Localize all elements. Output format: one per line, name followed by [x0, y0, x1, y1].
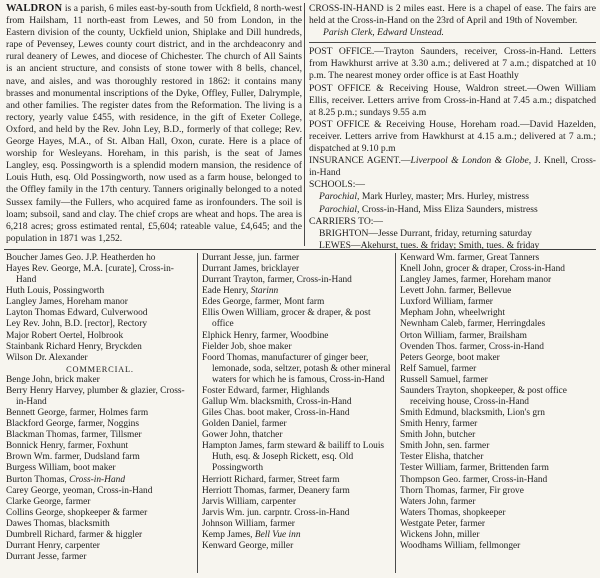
section-heading: COMMERCIAL.	[66, 364, 134, 374]
directory-entry: Carey George, yeoman, Cross-in-Hand	[6, 485, 153, 496]
directory-entry: Smith Edmund, blacksmith, Lion's grn	[400, 408, 545, 419]
column-divider	[304, 3, 305, 246]
directory-entry: Durrant Jesse, jun. farmer	[202, 253, 300, 263]
directory-entry: Thompson Geo. farmer, Cross-in-Hand	[400, 474, 548, 485]
directory-entry: Durrant Jesse, farmer	[6, 552, 87, 563]
directory-column-3	[400, 253, 596, 552]
directory-entry: Woodhams William, fellmonger	[400, 541, 521, 552]
directory-entry: Relf Samuel, farmer	[400, 363, 477, 374]
directory-entry: Langley James, Horeham manor	[6, 297, 128, 308]
parish-clerk: Parish Clerk, Edward Unstead.	[323, 27, 444, 39]
directory-column-2	[202, 253, 392, 552]
parish-description-text: is a parish, 6 miles east-by-south from Uckfield, 8 north-west from Hailsham, 11 north-east from Lewes, and 50 from London, in the Eastern division of the county, Uckfield union, Shiplake and Dill hundreds, rape of Pevensey, Lewes county court district, and in the archdeaconry and rural deanery of Lewes, and diocese of Chichester. The church of All Saints is an ancient structure, and consists of stone tower with 8 bells, chancel, nave, and aisles, and was thoroughly restored in 1862: it contains many brasses and monumental inscriptions of the Dyke, Offley, Fuller, Dalrymple, and other families. The register dates from the Reformation. The living is a rectory, yearly value £455, with residence, in the gift of Exeter College, Oxford, and held by the Rev. John Ley, B.D., formerly of that college; Rev. George Hayes, M.A., of St. Alban Hall, Oxon, curate. Here is a place of worship for Wesleyans. Horeham, in this parish, is the seat of James Langley, esq. Possingworth is a splendid modern mansion, the residence of Louis Huth, esq. Old Possingworth, now used as a farm house, belonged to the Offley family in the 17th century. Tanners originally belonged to a noted Sussex family—the Fullers, who acquired fame as ironfounders. The soil is loam; subsoil, sand and clay. The chief crops are wheat and hops. The area is 6,218 acres; gross estimated rental, £5,604; rateable value, £4,645; and the population in 1871 was 1,252.	[6, 3, 303, 244]
directory-entry: Elphick Henry, farmer, Woodbine	[202, 330, 329, 341]
directory-entry: Herriott Thomas, farmer, Deanery farm	[202, 485, 350, 496]
directory-entry: Giles Chas. boot maker, Cross-in-Hand	[202, 408, 350, 419]
directory-entry: Luxford William, farmer	[400, 297, 493, 308]
post-office-waldron-street: POST OFFICE & Receiving House, Waldron street.—Owen William Ellis, receiver. Letters arrive from Cross-in-Hand at 7.45 a.m.; dispatched at 8.25 p.m.; sundays 9.55 a.m	[309, 82, 596, 118]
directory-entry: Golden Daniel, farmer	[202, 419, 287, 430]
directory-entry: Peters George, boot maker	[400, 352, 500, 363]
directory-entry: Orton William, farmer, Brailsham	[400, 330, 527, 341]
directory-entry: Mepham John, wheelwright	[400, 308, 505, 319]
directory-entry: Huth Louis, Possingworth	[6, 286, 105, 297]
schools-heading: SCHOOLS:—	[309, 179, 365, 191]
directory-entry: Knell John, grocer & draper, Cross-in-Hand	[400, 264, 565, 275]
directory-entry: Russell Samuel, farmer	[400, 374, 488, 385]
directory-entry: Blackford George, farmer, Noggins	[6, 419, 140, 430]
carriers-heading: CARRIERS TO:—	[309, 215, 384, 227]
directory-entry: Langley James, farmer, Horeham manor	[400, 275, 552, 286]
school-parochial-cross-in-hand: Parochial, Cross-in-Hand, Miss Eliza Saunders, mistress	[319, 203, 538, 215]
directory-entry: Edes George, farmer, Mont farm	[202, 297, 325, 308]
directory-entry: Smith John, butcher	[400, 430, 476, 441]
directory-page	[4, 3, 596, 575]
column-divider	[395, 253, 396, 573]
directory-entry: Dawes Thomas, blacksmith	[6, 518, 110, 529]
directory-entry: Berry Henry Harvey, plumber & glazier, Cross-in-Hand	[6, 385, 185, 408]
directory-entry: Wickens John, miller	[400, 529, 480, 540]
directory-entry: Ley Rev. John, B.D. [rector], Rectory	[6, 319, 148, 330]
directory-entry: Thorn Thomas, farmer, Fir grove	[400, 485, 524, 496]
directory-entry: Saunders Trayton, shopkeeper, & post office receiving house, Cross-in-Hand	[400, 385, 567, 408]
directory-entry: Newnham Caleb, farmer, Herringdales	[400, 319, 546, 330]
directory-entry: Fielder Job, shoe maker	[202, 341, 292, 352]
parish-name: WALDRON	[6, 3, 63, 14]
directory-entry: Clarke George, farmer	[6, 496, 91, 507]
directory-entry: Ovenden Thos. farmer, Cross-in-Hand	[400, 341, 544, 352]
directory-entry: Durrant Henry, carpenter	[6, 541, 100, 552]
directory-entry: Burton Thomas, Cross-in-Hand	[6, 474, 126, 485]
post-office-horeham-road: POST OFFICE & Receiving House, Horeham road.—David Hazelden, receiver. Letters arrive from Hawkhurst at 4.15 a.m.; delivered at 7 a.m.; dispatched at 9.10 p.m	[309, 118, 596, 155]
directory-entry: Boucher James Geo. J.P. Heatherden ho	[6, 253, 156, 263]
directory-entry: Benge John, brick maker	[6, 374, 100, 385]
directory-entry: Kemp James, Bell Vue inn	[202, 529, 301, 540]
directory-entry: Wilson Dr. Alexander	[6, 352, 88, 363]
directory-entry: Collins George, shopkeeper & farmer	[6, 507, 148, 518]
directory-entry: Bennett George, farmer, Holmes farm	[6, 408, 149, 419]
directory-entry: Major Robert Oertel, Holbrook	[6, 330, 124, 341]
directory-entry: Waters John, farmer	[400, 496, 476, 507]
directory-entry: Waters Thomas, shopkeeper	[400, 507, 506, 518]
directory-entry: Jarvis William, carpenter	[202, 496, 296, 507]
post-office-cross-in-hand: POST OFFICE.—Trayton Saunders, receiver, Cross-in-Hand. Letters from Hawkhurst arrive at 3.30 a.m.; delivered at 7 a.m.; dispatched at 10 p.m. The nearest money order office is at East Hoathly	[309, 46, 596, 82]
resident-directory	[4, 253, 596, 573]
directory-entry: Eade Henry, Starinn	[202, 286, 279, 297]
parish-description-section	[4, 3, 597, 251]
directory-entry: Burgess William, boot maker	[6, 463, 116, 474]
directory-entry: Hayes Rev. George, M.A. [curate], Cross-in-Hand	[6, 264, 174, 286]
directory-entry: Jarvis Wm. jun. carpntr. Cross-in-Hand	[202, 507, 350, 518]
directory-entry: Stainbank Richard Henry, Bryckden	[6, 341, 142, 352]
directory-entry: Ellis Owen William, grocer & draper, & post office	[202, 308, 371, 330]
directory-entry: Kenward George, miller	[202, 541, 294, 552]
carrier-brighton: BRIGHTON—Jesse Durrant, friday, returning saturday	[319, 227, 532, 239]
directory-entry: Gower John, thatcher	[202, 430, 283, 441]
cross-in-hand-note: CROSS-IN-HAND is 2 miles east. Here is a chapel of ease. The fairs are held at the Cross-in-Hand on the 23rd of April and 19th of November.	[309, 3, 596, 27]
insurance-agent: INSURANCE AGENT.—Liverpool & London & Globe, J. Knell, Cross-in-Hand	[309, 155, 597, 179]
directory-entry: Gallup Wm. blacksmith, Cross-in-Hand	[202, 397, 352, 408]
directory-entry: Foord Thomas, manufacturer of ginger beer, lemonade, soda, seltzer, potash & other mineral waters for which he is famous, Cross-in-Hand	[202, 352, 391, 385]
directory-entry: Tester William, farmer, Brittenden farm	[400, 463, 549, 474]
directory-entry: Dumbrell Richard, farmer & higgler	[6, 529, 143, 540]
directory-entry: Westgate Peter, farmer	[400, 518, 486, 529]
section-divider	[4, 249, 596, 250]
parish-description-column	[6, 3, 302, 245]
school-parochial: Parochial, Mark Hurley, master; Mrs. Hurley, mistress	[319, 191, 529, 203]
directory-entry: Brown Wm. farmer, Dudsland farm	[6, 452, 140, 463]
directory-entry: Foster Edward, farmer, Highlands	[202, 385, 330, 396]
column-divider	[197, 253, 198, 573]
directory-entry: Hampton James, farm steward & bailiff to Louis Huth, esq. & Joseph Rickett, esq. Old Possingworth	[202, 441, 385, 474]
directory-entry: Smith Henry, farmer	[400, 419, 478, 430]
directory-entry: Blackman Thomas, farmer, Tillsmer	[6, 430, 142, 441]
directory-column-1	[6, 253, 194, 563]
notice-divider	[309, 42, 596, 43]
directory-entry: Bonnick Henry, farmer, Foxhunt	[6, 441, 129, 452]
carrier-lewes: LEWES—Akehurst, tues. & friday; Smith, tues. & friday	[319, 239, 540, 251]
directory-entry: Layton Thomas Edward, Culverwood	[6, 308, 148, 319]
directory-entry: Durrant James, bricklayer	[202, 264, 300, 275]
directory-entry: Johnson William, farmer	[202, 518, 295, 529]
directory-entry: Tester Elisha, thatcher	[400, 452, 484, 463]
directory-entry: Smith John, sen. farmer	[400, 441, 490, 452]
directory-entry: Kenward Wm. farmer, Great Tanners	[400, 253, 540, 263]
parish-description	[6, 3, 302, 245]
directory-entry: Durrant Trayton, farmer, Cross-in-Hand	[202, 275, 352, 286]
directory-entry: Levett John. farmer, Bellevue	[400, 286, 512, 297]
directory-entry: Herriott Richard, farmer, Street farm	[202, 474, 340, 485]
parish-notices-column	[309, 3, 596, 252]
